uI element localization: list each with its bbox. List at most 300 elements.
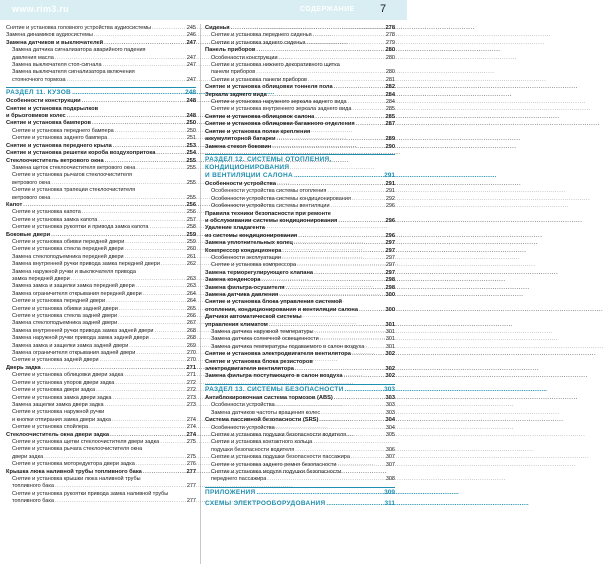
toc-entry-title: Замена стекол боковин — [205, 143, 272, 150]
toc-entry-page: 297 — [385, 262, 395, 269]
toc-entry-title: Снятие и установка спойлера — [12, 424, 89, 431]
toc-entry-title: Снятие и установка заднего ремня безопасности — [211, 461, 337, 468]
leader-dots — [256, 489, 383, 497]
toc-entry-title: Снятие и установка облицовки багажного отделения — [205, 121, 355, 128]
toc-entry — [6, 77, 196, 84]
toc-entry — [6, 432, 196, 439]
toc-entry-title: Снятие и установка облицовки двери задка — [12, 372, 124, 379]
toc-entry-title: давления масла — [12, 54, 54, 61]
toc-entry — [6, 202, 196, 209]
toc-entry-page: 296 — [385, 217, 395, 224]
toc-entry-title: Снятие и установка внутреннего зеркала заднего вида — [211, 106, 352, 113]
toc-entry-page: 289 — [385, 136, 395, 143]
toc-entry-title: Замена датчика сигнализатора аварийного падения — [12, 47, 146, 54]
toc-entry-title: Снятие и установка моторедуктора двери задка — [12, 461, 135, 468]
toc-entry-page: 274 — [186, 431, 196, 438]
toc-entry — [205, 270, 395, 277]
toc-entry — [6, 25, 196, 32]
toc-entry-title: Особенности устройства — [211, 402, 275, 409]
toc-entry — [6, 224, 196, 231]
toc-entry-title: ветрового окна — [12, 194, 51, 201]
toc-entry-title: Замена замка и защелки замка передней двери — [12, 283, 135, 290]
toc-entry-title: Снятие и установка стекла задней двери — [12, 313, 118, 320]
toc-entry — [6, 98, 196, 105]
toc-entry-title: Замена датчика температуры подаваемого в салон воздуха — [211, 343, 365, 350]
leader-dots — [282, 248, 384, 255]
toc-entry-page: 255 — [186, 179, 196, 186]
leader-dots — [100, 357, 186, 364]
toc-entry — [205, 454, 395, 461]
toc-entry-page: 284 — [385, 91, 395, 98]
toc-entry-page: 259 — [186, 231, 196, 238]
leader-dots — [108, 135, 186, 142]
toc-entry — [6, 372, 196, 379]
toc-entry-page: 264 — [186, 290, 196, 297]
toc-entry-title: Снятие и установка заднего сиденья — [211, 39, 306, 46]
leader-dots — [51, 195, 185, 202]
leader-dots — [347, 432, 385, 439]
toc-entry-title: Замена датчика солнечной освещенности — [211, 336, 319, 343]
toc-entry — [205, 203, 395, 210]
leader-dots — [365, 344, 385, 351]
toc-entry — [6, 498, 196, 505]
toc-entry-title: и брызговиков колес — [6, 113, 66, 120]
toc-entry-title: Боковые двери — [6, 231, 51, 238]
toc-entry-title: Снятие и установка рукоятки и привода замка капота — [12, 224, 149, 231]
toc-entry — [205, 417, 395, 424]
toc-entry — [205, 144, 395, 151]
leader-dots — [136, 461, 186, 468]
toc-entry-page: 271 — [186, 372, 196, 379]
toc-entry — [205, 240, 395, 247]
leader-dots — [136, 350, 186, 357]
toc-entry-page: 291 — [385, 188, 395, 195]
toc-entry-page: 247 — [186, 76, 196, 83]
toc-entry-page: 275 — [186, 438, 196, 445]
toc-entry-page: 273 — [186, 394, 196, 401]
section-11-title: РАЗДЕЛ 11. КУЗОВ — [6, 89, 72, 97]
toc-entry-title: Снятие и установка решетки короба воздухопритока — [6, 150, 156, 157]
toc-entry-page: 285 — [385, 113, 395, 120]
appendices-page: 309 — [384, 488, 395, 496]
toc-entry — [205, 425, 395, 432]
toc-entry-page: 247 — [186, 39, 196, 46]
toc-entry-title: Снятие и установка замка двери задка — [12, 394, 112, 401]
toc-entry-page: 256 — [186, 201, 196, 208]
leader-dots — [282, 255, 385, 262]
toc-entry — [205, 136, 395, 143]
section-11-page: 248 — [185, 89, 196, 97]
toc-entry-page: 300 — [385, 292, 395, 298]
leader-dots — [143, 291, 186, 298]
leader-dots — [297, 262, 385, 269]
toc-entry-title: Замена наружной ручки привода замка задней двери — [12, 335, 149, 342]
toc-entry-title: Снятие и установка трапеции стеклоочистителя — [12, 187, 136, 194]
leader-dots — [279, 55, 385, 62]
leader-dots — [272, 144, 384, 151]
page-number: 7 — [380, 3, 387, 15]
leader-dots — [105, 402, 186, 409]
toc-entry-page: 297 — [385, 247, 395, 254]
toc-entry — [6, 180, 196, 187]
toc-entry-page: 248 — [186, 113, 196, 120]
toc-entry-title: Особенности конструкции — [6, 98, 81, 105]
toc-entry-title: Замена защелки замка двери задка — [12, 401, 104, 408]
toc-entry-title: Замена датчика наружной температуры — [211, 329, 314, 336]
toc-entry-page: 262 — [186, 261, 196, 268]
toc-entry-title: Особенности устройства — [205, 180, 276, 187]
toc-entry-title: Снятие и установка переднего крыла — [6, 142, 112, 149]
leader-dots — [286, 285, 385, 292]
leader-dots — [125, 239, 186, 246]
toc-entry-title: Замена фильтра поступающего в салон воздуха — [205, 373, 343, 380]
contents-label: СОДЕРЖАНИЕ — [300, 6, 355, 13]
toc-entry — [205, 373, 395, 380]
toc-entry-page: 250 — [186, 120, 196, 127]
leader-dots — [327, 188, 385, 195]
toc-entry — [6, 150, 196, 157]
leader-dots — [124, 372, 185, 379]
toc-entry-title: Особенности устройства системы вентиляции — [211, 203, 330, 210]
leader-dots — [115, 380, 185, 387]
toc-entry-title: переднего пассажира — [211, 476, 267, 483]
toc-entry-title: замка передней двери — [12, 276, 70, 282]
toc-entry-page: 282 — [385, 84, 395, 91]
leader-dots — [298, 233, 384, 240]
toc-entry-title: Снятие и установка стекла передней двери — [12, 246, 124, 253]
toc-entry-page: 268 — [186, 335, 196, 342]
toc-entry-page: 269 — [186, 342, 196, 349]
toc-entry-page: 256 — [186, 209, 196, 216]
toc-entry-page: 298 — [385, 284, 395, 291]
toc-entry — [205, 410, 395, 417]
toc-entry — [205, 69, 395, 76]
toc-entry — [205, 262, 395, 269]
toc-entry-page: 302 — [385, 366, 395, 373]
toc-entry-title: Капот — [6, 201, 23, 208]
toc-entry-title: Особенности конструкции — [211, 54, 278, 61]
toc-entry — [205, 351, 395, 358]
toc-entry-title: подушки безопасности водителя — [211, 446, 295, 453]
toc-entry-page: 284 — [385, 99, 395, 106]
section-12-heading — [205, 154, 395, 180]
leader-dots — [110, 432, 186, 439]
schemes-title: СХЕМЫ ЭЛЕКТРООБОРУДОВАНИЯ — [205, 499, 326, 507]
toc-entry-page: 291 — [385, 180, 395, 187]
toc-entry-page: 292 — [385, 195, 395, 202]
toc-entry — [6, 365, 196, 372]
toc-entry-page: 265 — [186, 305, 196, 312]
entries-right-body2 — [205, 395, 395, 484]
section-12-page: 291 — [384, 171, 395, 179]
leader-dots — [129, 343, 186, 350]
leader-dots — [356, 121, 385, 128]
toc-entry — [6, 55, 196, 62]
leader-dots — [55, 498, 186, 505]
toc-entry — [205, 106, 395, 113]
leader-dots — [94, 32, 186, 39]
entries-right-body — [205, 181, 395, 381]
toc-entry-title: Снятие и установка блока управления системой — [205, 299, 343, 306]
toc-entry-page: 297 — [385, 269, 395, 276]
toc-entry-page: 277 — [186, 468, 196, 475]
toc-entry-page: 304 — [385, 417, 395, 424]
toc-entry — [205, 344, 395, 351]
toc-entry-title: двери задка — [12, 453, 44, 460]
leader-dots — [51, 232, 185, 239]
toc-entry-title: стояночного тормоза — [12, 76, 66, 83]
toc-entry — [6, 357, 196, 364]
toc-entry-page: 301 — [385, 343, 395, 350]
toc-entry-page: 255 — [186, 164, 196, 171]
leader-dots — [98, 217, 185, 224]
toc-column-right — [205, 25, 395, 509]
leader-dots — [136, 165, 186, 172]
toc-entry-title: Стеклоочиститель ветрового окна — [6, 157, 104, 164]
leader-dots — [113, 143, 186, 150]
leader-dots — [55, 55, 186, 62]
toc-entry — [6, 395, 196, 402]
toc-entry-title: Система пассивной безопасности (SRS) — [205, 417, 319, 424]
leader-dots — [92, 120, 185, 127]
toc-entry-page: 259 — [186, 238, 196, 245]
leader-dots — [331, 203, 385, 210]
toc-entry-title: Замена щеток стеклоочистителя ветрового окна — [12, 164, 136, 171]
toc-entry — [205, 255, 395, 262]
toc-entry-title: Замена выключателя стоп-сигнала — [12, 62, 102, 69]
toc-entry — [205, 285, 395, 292]
leader-dots — [294, 172, 383, 180]
leader-dots — [256, 47, 384, 54]
toc-entry-title: Снятие и установка блока резисторов — [205, 358, 313, 365]
toc-entry — [205, 25, 395, 32]
toc-entry-page: 302 — [385, 351, 395, 358]
toc-entry-title: Особенности эксплуатации — [211, 254, 281, 261]
leader-dots — [351, 454, 385, 461]
toc-entry-page: 303 — [385, 402, 395, 409]
toc-entry — [6, 283, 196, 290]
toc-entry-page: 303 — [385, 394, 395, 401]
toc-entry-title: Сиденья — [205, 25, 230, 31]
section-12-title-line-1: РАЗДЕЛ 12. СИСТЕМЫ ОТОПЛЕНИЯ, — [205, 155, 332, 163]
toc-entry-title: Снятие и установка заднего бампера — [12, 135, 108, 142]
toc-entry — [205, 121, 395, 128]
toc-entry-title: Замена датчика давления — [205, 292, 279, 298]
toc-entry-page: 285 — [385, 106, 395, 113]
toc-entry-title: Замена ограничителя открывания передней двери — [12, 290, 142, 297]
toc-entry — [6, 158, 196, 165]
toc-entry — [205, 402, 395, 409]
leader-dots — [256, 69, 385, 76]
toc-entry-title: Снятие и установка двери задка — [12, 387, 96, 394]
leader-dots — [42, 365, 186, 372]
leader-dots — [51, 180, 185, 187]
toc-entry-title: Особенности устройства — [211, 424, 275, 431]
leader-dots — [231, 25, 385, 32]
toc-entry-title: Снятие и установка подушки безопасности водителя — [211, 431, 347, 438]
leader-dots — [352, 196, 385, 203]
toc-entry-page: 274 — [186, 424, 196, 431]
toc-entry-page: 260 — [186, 246, 196, 253]
toc-entry-page: 253 — [186, 142, 196, 149]
toc-entry-page: 305 — [385, 431, 395, 438]
leader-dots — [112, 417, 186, 424]
leader-dots — [321, 410, 385, 417]
leader-dots — [268, 92, 385, 99]
toc-entry — [6, 217, 196, 224]
toc-entry-page: 297 — [385, 254, 395, 261]
toc-entry-page: 280 — [385, 47, 395, 54]
leader-dots — [72, 89, 184, 97]
toc-entry — [6, 195, 196, 202]
leader-dots — [136, 283, 186, 290]
toc-entry — [6, 439, 196, 446]
toc-entry-title: Снятие и установка упоров двери задка — [12, 379, 115, 386]
toc-entry-page: 263 — [186, 283, 196, 290]
toc-entry-page: 274 — [186, 416, 196, 423]
leader-dots — [44, 454, 186, 461]
leader-dots — [338, 218, 384, 225]
toc-entry-title: Антиблокировочная система тормозов (ABS) — [205, 394, 333, 401]
toc-entry-title: Снятие и установка подушки безопасности пассажира — [211, 454, 350, 461]
leader-dots — [319, 417, 384, 424]
toc-entry — [205, 233, 395, 240]
leader-dots — [143, 469, 186, 476]
toc-entry-page: 270 — [186, 357, 196, 364]
toc-entry-page: 267 — [186, 320, 196, 327]
toc-entry — [205, 447, 395, 454]
toc-entry-page: 272 — [186, 387, 196, 394]
toc-entry — [6, 335, 196, 342]
leader-dots — [294, 240, 385, 247]
leader-dots — [344, 373, 385, 380]
leader-dots — [156, 150, 185, 157]
toc-entry-title: Снятие и установка обивки задней двери — [12, 305, 118, 312]
toc-entry-page: 306 — [385, 446, 395, 453]
toc-entry — [205, 32, 395, 39]
leader-dots — [337, 462, 384, 469]
leader-dots — [106, 298, 186, 305]
leader-dots — [150, 335, 186, 342]
toc-entry — [205, 476, 395, 483]
toc-entry-title: аккумуляторной батареи — [205, 136, 276, 143]
appendices-heading — [205, 487, 395, 497]
toc-entry-title: Снятие и установка облицовки тоннеля пола — [205, 84, 333, 91]
toc-entry-title: Панель приборов — [205, 47, 256, 54]
toc-entry-title: Снятие и установка щетки стеклоочистителя двери задка — [12, 438, 160, 445]
toc-entry-title: Снятие и установка панели приборов — [211, 76, 307, 83]
toc-entry-page: 301 — [385, 321, 395, 328]
toc-entry-title: Снятие и установка бамперов — [6, 120, 92, 127]
toc-entry-page: 296 — [385, 203, 395, 210]
toc-entry-title: Крышка люка наливной трубы топливного бака — [6, 468, 142, 475]
leader-dots — [348, 99, 385, 106]
toc-entry — [205, 188, 395, 195]
toc-entry-page: 255 — [186, 194, 196, 201]
toc-entry-title: Снятие и установка обивки передней двери — [12, 238, 125, 245]
toc-entry — [6, 135, 196, 142]
toc-entry — [6, 320, 196, 327]
toc-entry-title: Снятие и установка задней двери — [12, 357, 99, 364]
toc-entry-title: отопления, кондиционирования и вентиляции салона — [205, 306, 358, 313]
toc-entry-page: 263 — [186, 276, 196, 282]
leader-dots — [276, 402, 385, 409]
toc-entry-title: Замена уплотнительных колец — [205, 240, 293, 247]
toc-entry-title: Удаление хладагента — [205, 225, 265, 232]
toc-entry-title: ветрового окна — [12, 179, 51, 186]
toc-entry — [6, 298, 196, 305]
toc-entry-title: Снятие и установка рукоятки привода замка наливной трубы — [12, 490, 169, 497]
schemes-heading — [205, 500, 395, 508]
toc-entry — [6, 469, 196, 476]
toc-entry — [205, 92, 395, 99]
toc-entry-page: 257 — [186, 216, 196, 223]
entries-right-top — [205, 25, 395, 151]
leader-dots — [314, 270, 384, 277]
leader-dots — [105, 158, 186, 165]
toc-entry-page: 272 — [186, 379, 196, 386]
leader-dots — [154, 328, 185, 335]
site-url[interactable]: www.rim3.ru — [12, 4, 69, 14]
toc-entry-title: Замена наружной ручки и выключателя привода — [12, 268, 136, 275]
section-12-title-line-3: И ВЕНТИЛЯЦИИ САЛОНА — [205, 171, 293, 179]
toc-entry-page: 298 — [385, 277, 395, 284]
toc-entry-page: 261 — [186, 253, 196, 260]
toc-entry-page: 307 — [385, 461, 395, 468]
toc-entry — [205, 462, 395, 469]
toc-entry-page: 245 — [186, 25, 196, 31]
schemes-page: 311 — [384, 499, 395, 507]
toc-entry-page: 273 — [186, 401, 196, 408]
toc-entry — [205, 248, 395, 255]
toc-entry-title: Замена динамиков аудиосистемы — [6, 32, 93, 39]
leader-dots — [276, 425, 385, 432]
toc-entry-title: Снятие и установка рычага стеклоочистителя окна — [12, 446, 143, 453]
leader-dots — [82, 209, 186, 216]
toc-entry-title: Снятие и установка электродвигателя вентилятора — [205, 351, 351, 358]
toc-entry-page: 248 — [186, 98, 196, 105]
leader-dots — [320, 336, 385, 343]
toc-entry-title: Снятие и установка головного устройства аудиосистемы — [6, 25, 152, 31]
toc-entry-title: и обслуживании системы кондиционирования — [205, 217, 338, 224]
toc-entry-page: 271 — [186, 364, 196, 371]
toc-entry-page: 304 — [385, 424, 395, 431]
toc-entry-page: 287 — [385, 121, 395, 128]
toc-entry-page: 255 — [186, 157, 196, 164]
toc-entry-title: Замена ограничителя открывания задней двери — [12, 350, 136, 357]
appendices-title: ПРИЛОЖЕНИЯ — [205, 488, 256, 496]
toc-entry-title: панели приборов — [211, 69, 256, 76]
toc-entry — [6, 306, 196, 313]
toc-entry-page: 247 — [186, 62, 196, 69]
toc-entry-title: Замена датчиков и выключателей — [6, 39, 104, 46]
toc-entry-title: электродвигателя вентилятора — [205, 366, 294, 373]
toc-entry-title: Снятие и установка капота — [12, 209, 81, 216]
toc-entry-title: Снятие и установка наружного зеркала заднего вида — [211, 99, 347, 106]
toc-entry-page: 300 — [385, 306, 395, 313]
toc-entry-title: Снятие и установка компрессора — [211, 262, 296, 269]
toc-entry-title: Зеркала заднего вида — [205, 91, 267, 98]
toc-entry-title: Снятие и установка контактного кольца — [211, 439, 313, 446]
toc-entry-page: 276 — [186, 461, 196, 468]
toc-entry — [205, 432, 395, 439]
toc-entry-title: Замена внутренней ручки привода замка передней двери — [12, 261, 160, 268]
leader-dots — [67, 77, 186, 84]
leader-dots — [103, 62, 186, 69]
toc-entry-title: Снятие и установка наружной ручки — [12, 409, 105, 416]
toc-entry — [6, 380, 196, 387]
toc-entry-page: 296 — [385, 232, 395, 239]
